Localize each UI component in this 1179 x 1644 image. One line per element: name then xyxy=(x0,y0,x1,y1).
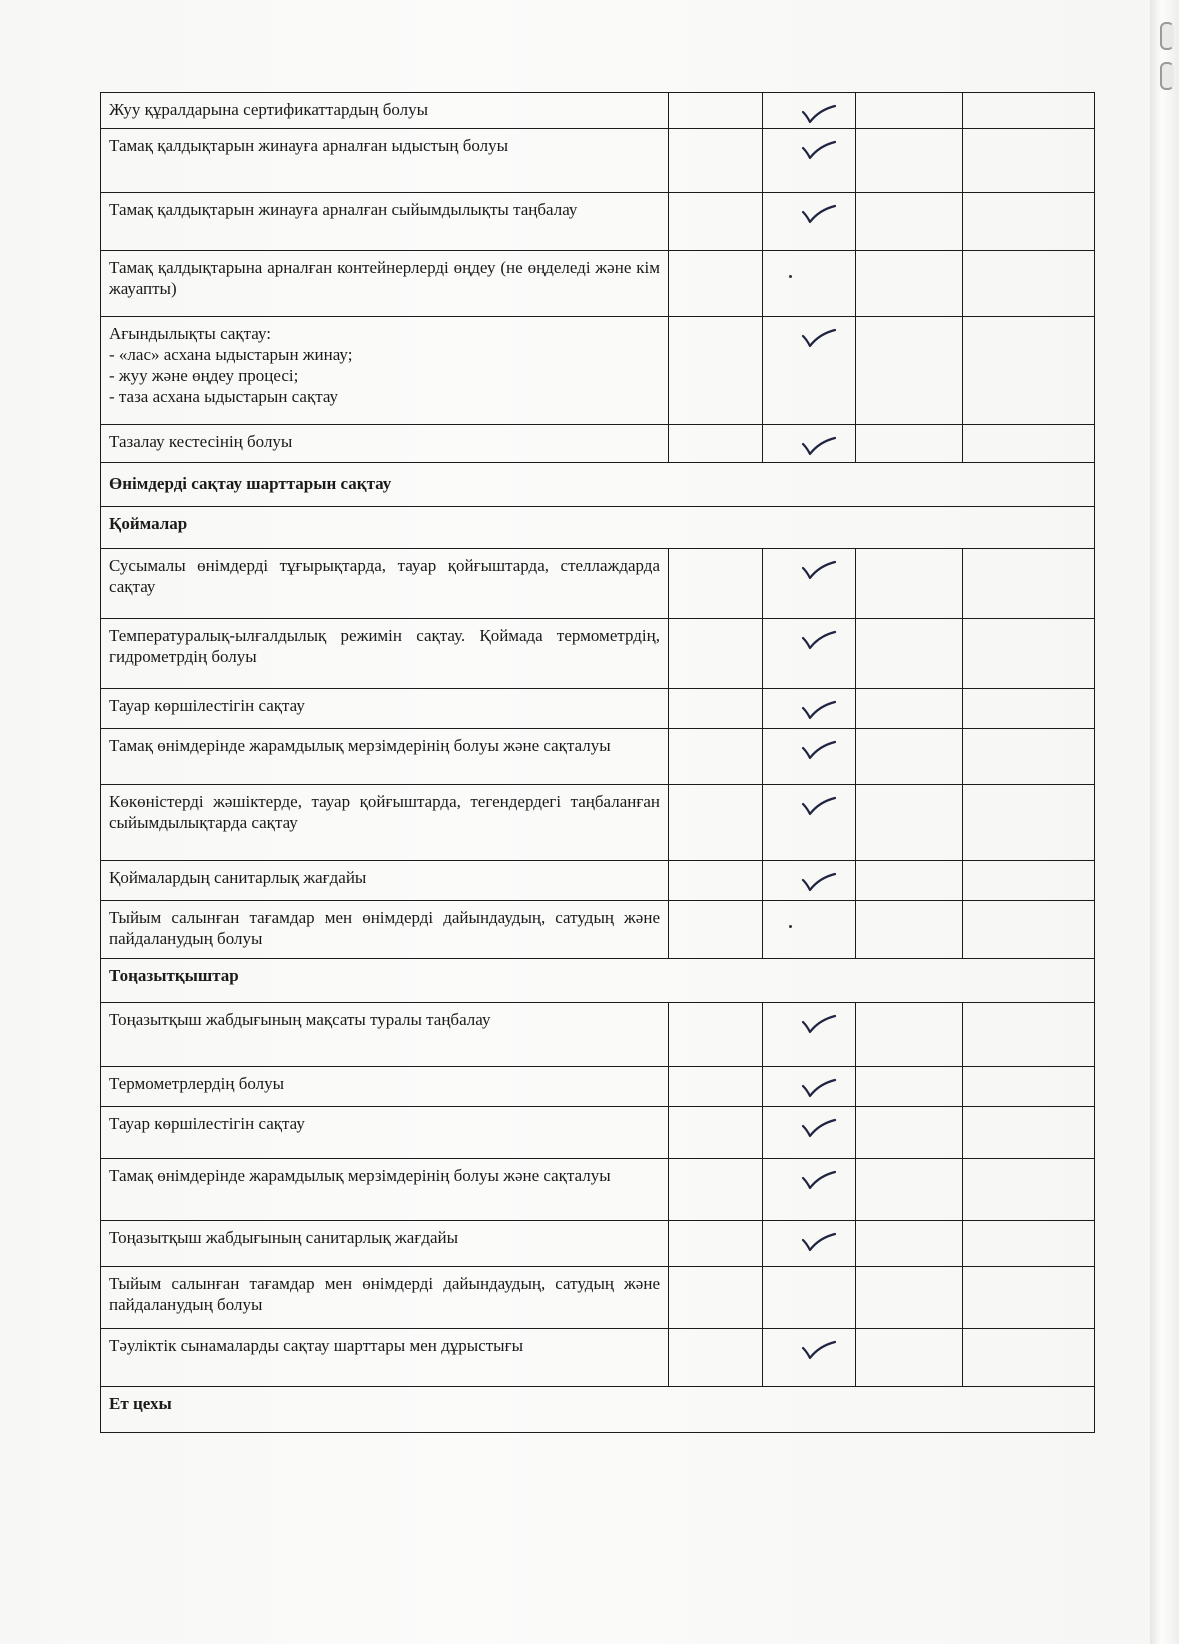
requirement-text: Қоймалардың санитарлық жағдайы xyxy=(109,868,367,887)
requirement-cell xyxy=(101,1329,669,1387)
mark-cell-col3[interactable] xyxy=(763,193,856,251)
table-row xyxy=(101,93,1095,129)
requirement-text: Көкөністерді жәшіктерде, тауар қойғыштарда, тегендердегі таңбаланған сыйымдылықтарда сақтау xyxy=(109,792,660,832)
table-row xyxy=(101,129,1095,193)
paper-edge xyxy=(1150,0,1179,1644)
handwritten-check-icon xyxy=(801,559,839,581)
table-row xyxy=(101,785,1095,861)
requirement-text: Тәуліктік сынамаларды сақтау шарттары мен дұрыстығы xyxy=(109,1336,523,1355)
requirement-cell xyxy=(101,193,669,251)
mark-cell-col4[interactable] xyxy=(856,129,963,193)
handwritten-check-icon xyxy=(801,1077,839,1099)
requirement-cell xyxy=(101,1159,669,1221)
requirement-text: Тоңазытқыш жабдығының санитарлық жағдайы xyxy=(109,1228,459,1247)
table-row xyxy=(101,729,1095,785)
mark-cell-col4[interactable] xyxy=(856,901,963,959)
mark-cell-col4[interactable] xyxy=(856,785,963,861)
requirement-text: - жуу және өңдеу процесі; xyxy=(109,366,299,385)
mark-cell-col3[interactable] xyxy=(763,1107,856,1159)
requirement-cell xyxy=(101,619,669,689)
section-title: Өнімдерді сақтау шарттарын сақтау xyxy=(101,463,1095,507)
requirement-text: Термометрлердің болуы xyxy=(109,1074,285,1093)
requirement-text: Ағындылықты сақтау: xyxy=(109,324,271,343)
mark-cell-col2[interactable] xyxy=(669,425,763,463)
handwritten-check-icon xyxy=(801,1013,839,1035)
mark-cell-col3[interactable] xyxy=(763,729,856,785)
requirement-cell xyxy=(101,785,669,861)
mark-cell-col5[interactable] xyxy=(963,1221,1095,1267)
mark-cell-col2[interactable] xyxy=(669,1067,763,1107)
mark-cell-col5[interactable] xyxy=(963,93,1095,129)
table-section-row xyxy=(101,1387,1095,1433)
handwritten-check-icon xyxy=(801,103,839,125)
mark-cell-col3[interactable] xyxy=(763,785,856,861)
mark-cell-col3[interactable] xyxy=(763,1221,856,1267)
mark-cell-col3[interactable] xyxy=(763,129,856,193)
mark-cell-col4[interactable] xyxy=(856,1067,963,1107)
mark-cell-col2[interactable] xyxy=(669,549,763,619)
handwritten-check-icon xyxy=(801,629,839,651)
handwritten-check-icon xyxy=(801,1117,839,1139)
table-row xyxy=(101,1159,1095,1221)
mark-cell-col3[interactable] xyxy=(763,619,856,689)
handwritten-check-icon xyxy=(801,1231,839,1253)
mark-cell-col3[interactable] xyxy=(763,251,856,317)
mark-cell-col5[interactable] xyxy=(963,689,1095,729)
handwritten-check-icon xyxy=(801,739,839,761)
mark-cell-col5[interactable] xyxy=(963,861,1095,901)
table-row xyxy=(101,1221,1095,1267)
mark-cell-col5[interactable] xyxy=(963,1107,1095,1159)
mark-cell-col3[interactable] xyxy=(763,549,856,619)
requirement-text: Сусымалы өнімдерді тұғырықтарда, тауар қойғыштарда, стеллаждарда сақтау xyxy=(109,556,660,596)
checklist-table xyxy=(100,92,1095,1433)
table-row xyxy=(101,193,1095,251)
requirement-cell xyxy=(101,729,669,785)
mark-cell-col5[interactable] xyxy=(963,619,1095,689)
mark-cell-col4[interactable] xyxy=(856,729,963,785)
requirement-text: Тауар көршілестігін сақтау xyxy=(109,696,305,715)
requirement-cell xyxy=(101,1267,669,1329)
requirement-cell xyxy=(101,901,669,959)
requirement-cell xyxy=(101,425,669,463)
mark-cell-col5[interactable] xyxy=(963,729,1095,785)
requirement-cell xyxy=(101,1003,669,1067)
mark-cell-col2[interactable] xyxy=(669,729,763,785)
mark-cell-col2[interactable] xyxy=(669,1267,763,1329)
mark-cell-col5[interactable] xyxy=(963,1159,1095,1221)
requirement-cell xyxy=(101,317,669,425)
handwritten-check-icon xyxy=(801,1339,839,1361)
mark-cell-col4[interactable] xyxy=(856,425,963,463)
subsection-heading: Ет цехы xyxy=(101,1387,1095,1433)
handwritten-check-icon xyxy=(801,871,839,893)
mark-cell-col5[interactable] xyxy=(963,425,1095,463)
mark-cell-col5[interactable] xyxy=(963,193,1095,251)
mark-cell-col4[interactable] xyxy=(856,861,963,901)
mark-cell-col3[interactable] xyxy=(763,1267,856,1329)
mark-cell-col5[interactable] xyxy=(963,1067,1095,1107)
requirement-text: Тыйым салынған тағамдар мен өнімдерді дайындаудың, сатудың және пайдаланудың болуы xyxy=(109,908,660,948)
mark-cell-col5[interactable] xyxy=(963,901,1095,959)
handwritten-check-icon xyxy=(801,435,839,457)
mark-cell-col3[interactable] xyxy=(763,689,856,729)
subsection-heading: Қоймалар xyxy=(101,507,1095,549)
mark-cell-col3[interactable] xyxy=(763,425,856,463)
mark-cell-col3[interactable] xyxy=(763,93,856,129)
requirement-text: Тауар көршілестігін сақтау xyxy=(109,1114,305,1133)
requirement-cell xyxy=(101,93,669,129)
requirement-cell xyxy=(101,1221,669,1267)
punch-hole-icon xyxy=(1160,62,1174,90)
mark-cell-col2[interactable] xyxy=(669,129,763,193)
table-section-row xyxy=(101,959,1095,1003)
table-title-row xyxy=(101,463,1095,507)
requirement-cell xyxy=(101,251,669,317)
table-row xyxy=(101,1107,1095,1159)
mark-cell-col5[interactable] xyxy=(963,549,1095,619)
mark-cell-col3[interactable] xyxy=(763,1003,856,1067)
requirement-text: Тоңазытқыш жабдығының мақсаты туралы таңбалау xyxy=(109,1010,491,1029)
handwritten-check-icon xyxy=(801,327,839,349)
mark-cell-col3[interactable] xyxy=(763,1159,856,1221)
mark-cell-col5[interactable] xyxy=(963,129,1095,193)
table-row xyxy=(101,549,1095,619)
handwritten-check-icon xyxy=(801,795,839,817)
requirement-text: Тамақ өнімдерінде жарамдылық мерзімдерінің болуы және сақталуы xyxy=(109,736,611,755)
table-row xyxy=(101,251,1095,317)
table-row xyxy=(101,1267,1095,1329)
requirement-text: - «лас» асхана ыдыстарын жинау; xyxy=(109,345,353,364)
table-row xyxy=(101,619,1095,689)
mark-cell-col3[interactable] xyxy=(763,1329,856,1387)
mark-cell-col4[interactable] xyxy=(856,1107,963,1159)
mark-cell-col5[interactable] xyxy=(963,785,1095,861)
requirement-cell xyxy=(101,1067,669,1107)
pen-dot-mark xyxy=(789,925,792,928)
requirement-text: Тамақ қалдықтарына арналған контейнерлерді өңдеу (не өңделеді және кім жауапты) xyxy=(109,258,660,298)
table-row xyxy=(101,1003,1095,1067)
mark-cell-col5[interactable] xyxy=(963,1329,1095,1387)
mark-cell-col2[interactable] xyxy=(669,901,763,959)
requirement-text: Тыйым салынған тағамдар мен өнімдерді дайындаудың, сатудың және пайдаланудың болуы xyxy=(109,1274,660,1314)
table-row xyxy=(101,317,1095,425)
mark-cell-col4[interactable] xyxy=(856,93,963,129)
mark-cell-col3[interactable] xyxy=(763,1067,856,1107)
subsection-heading: Тоңазытқыштар xyxy=(101,959,1095,1003)
requirement-text: Тазалау кестесінің болуы xyxy=(109,432,293,451)
mark-cell-col4[interactable] xyxy=(856,1267,963,1329)
mark-cell-col2[interactable] xyxy=(669,861,763,901)
requirement-text: Тамақ қалдықтарын жинауға арналған ыдыстың болуы xyxy=(109,136,509,155)
checklist-body xyxy=(101,93,1095,1433)
mark-cell-col5[interactable] xyxy=(963,251,1095,317)
table-row xyxy=(101,861,1095,901)
table-row xyxy=(101,689,1095,729)
mark-cell-col2[interactable] xyxy=(669,251,763,317)
mark-cell-col4[interactable] xyxy=(856,1221,963,1267)
mark-cell-col4[interactable] xyxy=(856,1329,963,1387)
requirement-text: Температуралық-ылғалдылық режимін сақтау. Қоймада термометрдің, гидрометрдің болуы xyxy=(109,626,660,666)
requirement-cell xyxy=(101,861,669,901)
mark-cell-col3[interactable] xyxy=(763,861,856,901)
table-row xyxy=(101,425,1095,463)
mark-cell-col5[interactable] xyxy=(963,1003,1095,1067)
mark-cell-col2[interactable] xyxy=(669,619,763,689)
mark-cell-col4[interactable] xyxy=(856,619,963,689)
requirement-cell xyxy=(101,689,669,729)
pen-dot-mark xyxy=(789,275,792,278)
handwritten-check-icon xyxy=(801,139,839,161)
mark-cell-col2[interactable] xyxy=(669,785,763,861)
mark-cell-col4[interactable] xyxy=(856,549,963,619)
requirement-cell xyxy=(101,129,669,193)
mark-cell-col5[interactable] xyxy=(963,317,1095,425)
mark-cell-col4[interactable] xyxy=(856,193,963,251)
mark-cell-col2[interactable] xyxy=(669,1159,763,1221)
mark-cell-col3[interactable] xyxy=(763,317,856,425)
requirement-text: Тамақ өнімдерінде жарамдылық мерзімдерінің болуы және сақталуы xyxy=(109,1166,611,1185)
mark-cell-col2[interactable] xyxy=(669,193,763,251)
mark-cell-col2[interactable] xyxy=(669,1329,763,1387)
requirement-text: Жуу құралдарына сертификаттардың болуы xyxy=(109,100,429,119)
mark-cell-col2[interactable] xyxy=(669,317,763,425)
mark-cell-col4[interactable] xyxy=(856,317,963,425)
mark-cell-col4[interactable] xyxy=(856,251,963,317)
mark-cell-col4[interactable] xyxy=(856,689,963,729)
mark-cell-col4[interactable] xyxy=(856,1159,963,1221)
punch-hole-icon xyxy=(1160,22,1174,50)
table-row xyxy=(101,1329,1095,1387)
handwritten-check-icon xyxy=(801,203,839,225)
requirement-text: Тамақ қалдықтарын жинауға арналған сыйымдылықты таңбалау xyxy=(109,200,578,219)
mark-cell-col2[interactable] xyxy=(669,1221,763,1267)
mark-cell-col2[interactable] xyxy=(669,93,763,129)
table-row xyxy=(101,1067,1095,1107)
mark-cell-col2[interactable] xyxy=(669,1107,763,1159)
mark-cell-col4[interactable] xyxy=(856,1003,963,1067)
table-row xyxy=(101,901,1095,959)
mark-cell-col2[interactable] xyxy=(669,689,763,729)
mark-cell-col5[interactable] xyxy=(963,1267,1095,1329)
requirement-cell xyxy=(101,549,669,619)
table-section-row xyxy=(101,507,1095,549)
mark-cell-col2[interactable] xyxy=(669,1003,763,1067)
handwritten-check-icon xyxy=(801,1169,839,1191)
handwritten-check-icon xyxy=(801,699,839,721)
requirement-text: - таза асхана ыдыстарын сақтау xyxy=(109,387,339,406)
mark-cell-col3[interactable] xyxy=(763,901,856,959)
requirement-cell xyxy=(101,1107,669,1159)
